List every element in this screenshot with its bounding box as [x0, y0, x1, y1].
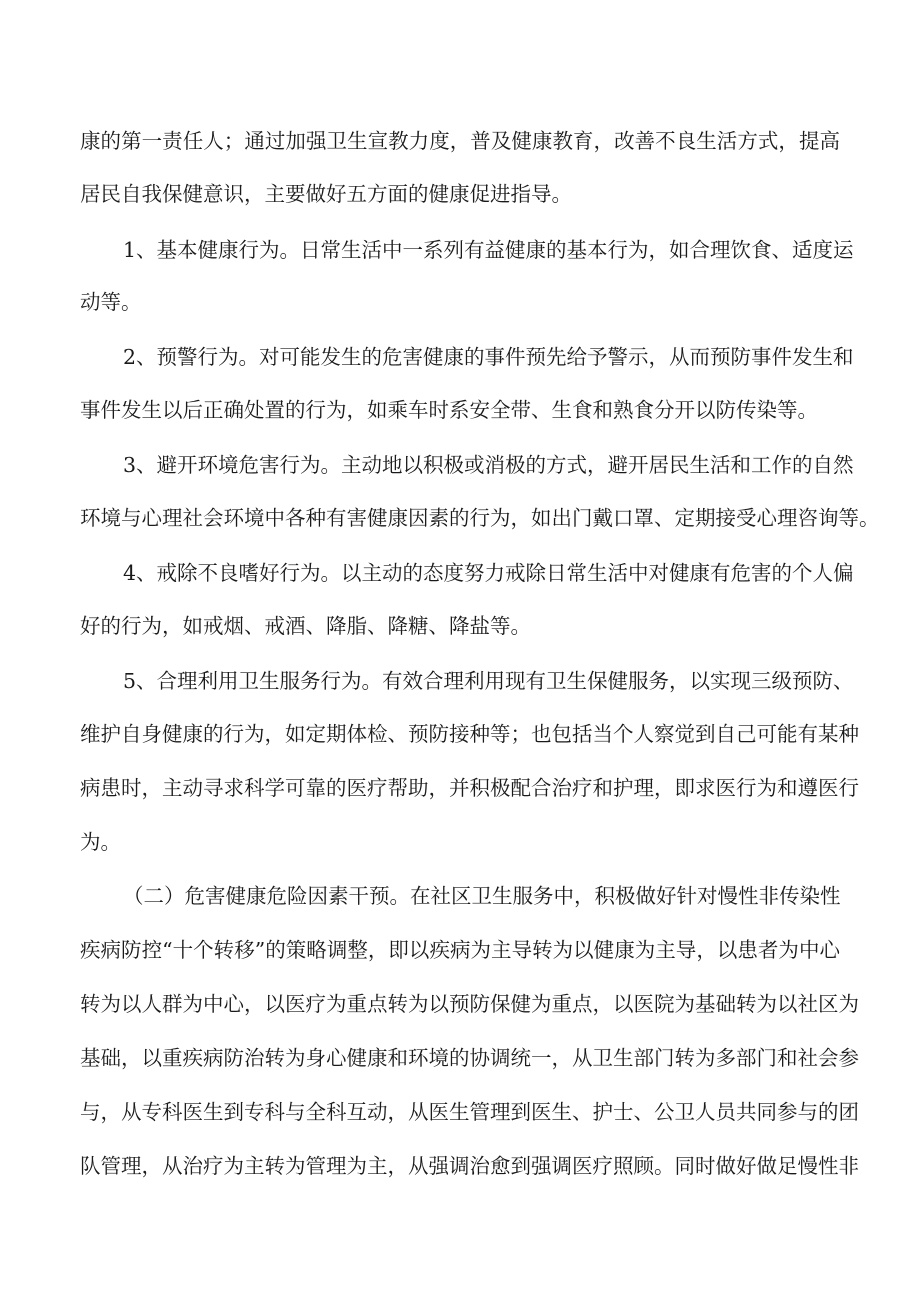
item-3-line-2: 环境与心理社会环境中各种有害健康因素的行为，如出门戴口罩、定期接受心理咨询等。	[80, 506, 880, 530]
item-5-line-4: 为。	[80, 830, 121, 854]
item-2-line-1: 2、预警行为。对可能发生的危害健康的事件预先给予警示，从而预防事件发生和	[123, 345, 854, 369]
item-5-line-2: 维护自身健康的行为，如定期体检、预防接种等；也包括当个人察觉到自己可能有某种	[80, 722, 859, 746]
section-2-line-1: （二）危害健康危险因素干预。在社区卫生服务中，积极做好针对慢性非传染性	[123, 884, 841, 908]
section-2-line-5: 与，从专科医生到专科与全科互动，从医生管理到医生、护士、公卫人员共同参与的团	[80, 1100, 859, 1124]
item-1-line-1: 1、基本健康行为。日常生活中一系列有益健康的基本行为，如合理饮食、适度运	[123, 238, 854, 262]
section-2-line-6: 队管理，从治疗为主转为管理为主，从强调治愈到强调医疗照顾。同时做好做足慢性非	[80, 1154, 859, 1178]
paragraph-intro-line-1: 康的第一责任人；通过加强卫生宣教力度，普及健康教育，改善不良生活方式，提高	[80, 129, 840, 153]
item-1-line-2: 动等。	[80, 290, 142, 314]
item-3-line-1: 3、避开环境危害行为。主动地以积极或消极的方式，避开居民生活和工作的自然	[123, 453, 854, 477]
paragraph-intro-line-2: 居民自我保健意识，主要做好五方面的健康促进指导。	[80, 182, 572, 206]
section-2-line-4: 基础，以重疾病防治转为身心健康和环境的协调统一，从卫生部门转为多部门和社会参	[80, 1046, 859, 1070]
section-2-line-2: 疾病防控“十个转移”的策略调整，即以疾病为主导转为以健康为主导，以患者为中心	[80, 938, 840, 962]
section-2-line-3: 转为以人群为中心，以医疗为重点转为以预防保健为重点，以医院为基础转为以社区为	[80, 992, 859, 1016]
item-4-line-1: 4、戒除不良嗜好行为。以主动的态度努力戒除日常生活中对健康有危害的个人偏	[123, 561, 854, 585]
item-2-line-2: 事件发生以后正确处置的行为，如乘车时系安全带、生食和熟食分开以防传染等。	[80, 398, 818, 422]
item-5-line-1: 5、合理利用卫生服务行为。有效合理利用现有卫生保健服务，以实现三级预防、	[123, 669, 854, 693]
item-4-line-2: 好的行为，如戒烟、戒酒、降脂、降糖、降盐等。	[80, 614, 531, 638]
item-5-line-3: 病患时，主动寻求科学可靠的医疗帮助，并积极配合治疗和护理，即求医行为和遵医行	[80, 776, 859, 800]
